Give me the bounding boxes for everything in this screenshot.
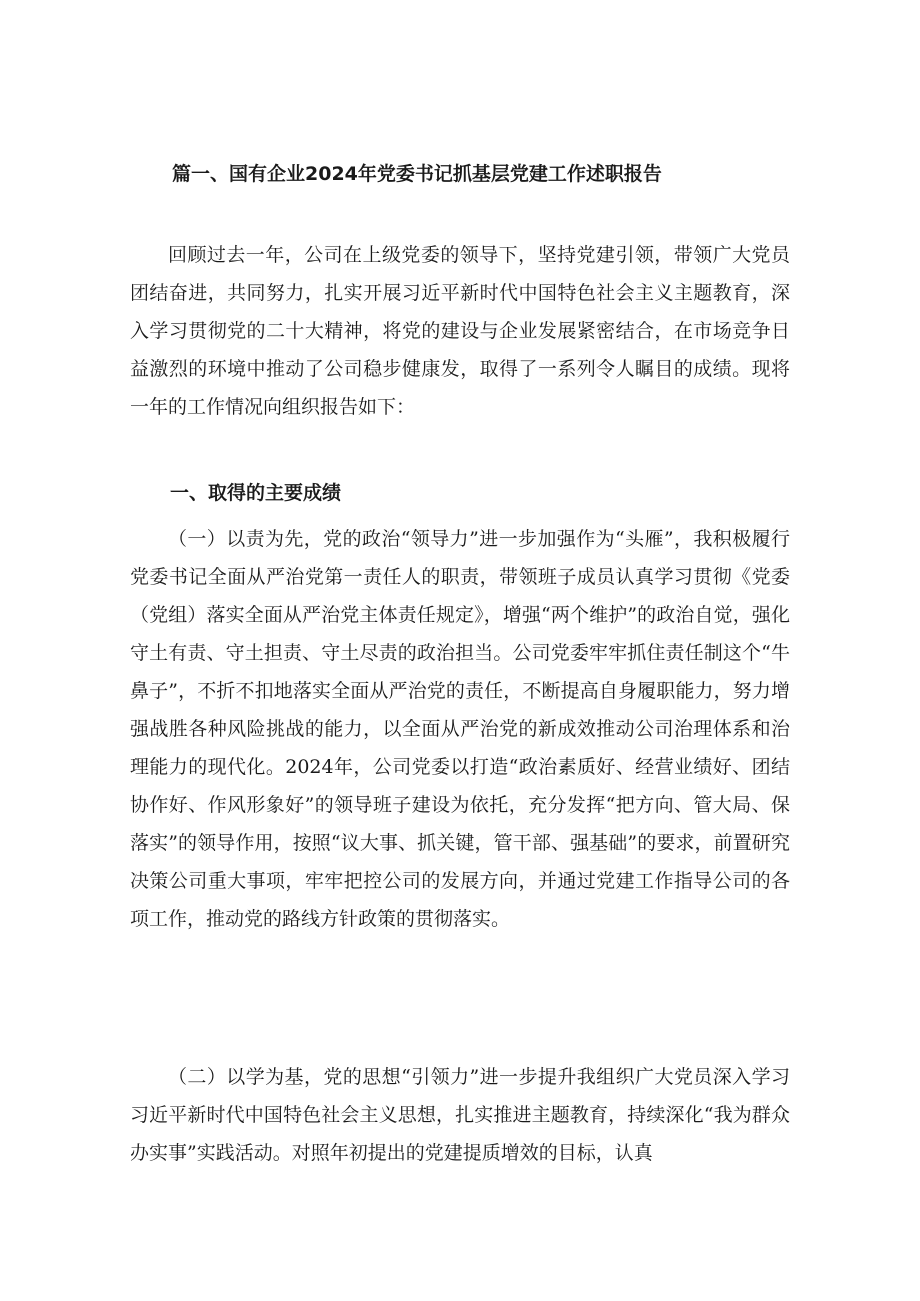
document-title: 篇一、国有企业2024年党委书记抓基层党建工作述职报告 (172, 163, 662, 185)
intro-paragraph: 回顾过去一年，公司在上级党委的领导下，坚持党建引领，带领广大党员团结奋进，共同努力，扎实开展习近平新时代中国特色社会主义主题教育，深入学习贯彻党的二十大精神，将党的建设与企业发展紧密结合，在市场竞争日益激烈的环境中推动了公司稳步健康发，取得了一系列令人瞩目的成绩。现将一年的工作情况向组织报告如下： (130, 244, 790, 418)
section-paragraph-2: （二）以学为基，党的思想“引领力”进一步提升我组织广大党员深入学习习近平新时代中国特色社会主义思想，扎实推进主题教育，持续深化“我为群众办实事”实践活动。对照年初提出的党建提质增效的目标，认真 (130, 1066, 790, 1164)
section-paragraph-1: （一）以责为先，党的政治“领导力”进一步加强作为“头雁”，我积极履行党委书记全面从严治党第一责任人的职责，带领班子成员认真学习贯彻《党委（党组）落实全面从严治党主体责任规定》，增强“两个维护”的政治自觉，强化守土有责、守土担责、守土尽责的政治担当。公司党委牢牢抓住责任制这个“牛鼻子”，不折不扣地落实全面从严治党的责任，不断提高自身履职能力，努力增强战胜各种风险挑战的能力，以全面从严治党的新成效推动公司治理体系和治理能力的现代化。2024年，公司党委以打造“政治素质好、经营业绩好、团结协作好、作风形象好”的领导班子建设为依托，充分发挥“把方向、管大局、保落实”的领导作用，按照“议大事、抓关键，管干部、强基础”的要求，前置研究决策公司重大事项，牢牢把控公司的发展方向，并通过党建工作指导公司的各项工作，推动党的路线方针政策的贯彻落实。 (130, 528, 790, 930)
section-heading: 一、取得的主要成绩 (170, 482, 342, 504)
